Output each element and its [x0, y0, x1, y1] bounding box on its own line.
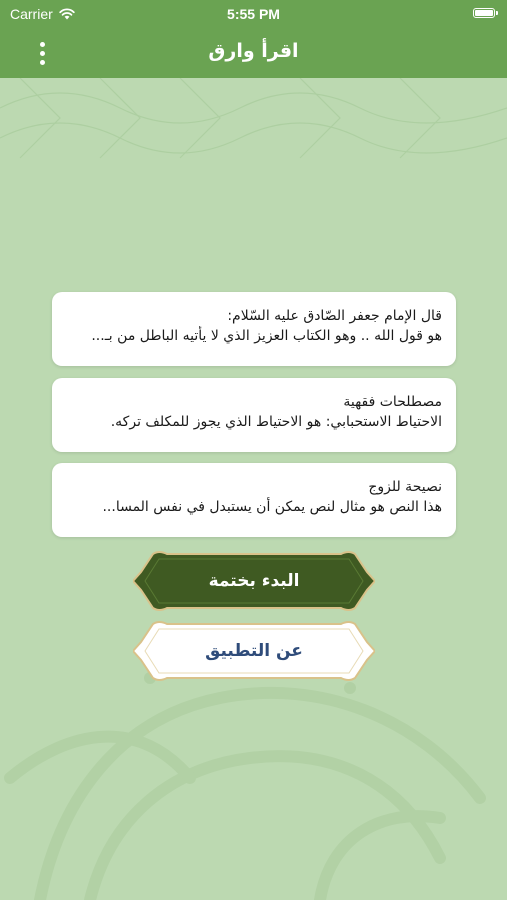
nav-bar [0, 28, 507, 78]
about-app-label: عن التطبيق [205, 641, 303, 661]
status-time: 5:55 PM [227, 6, 280, 22]
card-advice[interactable] [52, 463, 456, 537]
carrier-label: Carrier [10, 6, 53, 22]
card-text: الاحتياط الاستحبابي: هو الاحتياط الذي يجوز للمكلف تركه. [110, 414, 442, 430]
page-title: اقرأ وارق [208, 40, 299, 62]
battery-icon [473, 8, 495, 18]
card-title: مصطلحات فقهية [343, 394, 442, 410]
card-title: قال الإمام جعفر الصّادق عليه السّلام: [227, 308, 442, 324]
card-text: هذا النص هو مثال لنص يمكن أن يستبدل في نفس المسا... [102, 499, 442, 515]
card-title: نصيحة للزوج [368, 479, 442, 495]
card-text: هو قول الله .. وهو الكتاب العزيز الذي لا يأتيه الباطل من بـ... [91, 328, 442, 344]
about-app-button[interactable] [133, 620, 375, 682]
start-khatma-label: البدء بختمة [208, 571, 300, 591]
card-fiqh-terms[interactable] [52, 378, 456, 452]
start-khatma-button[interactable] [133, 550, 375, 612]
status-bar [0, 0, 507, 28]
card-quote[interactable] [52, 292, 456, 366]
